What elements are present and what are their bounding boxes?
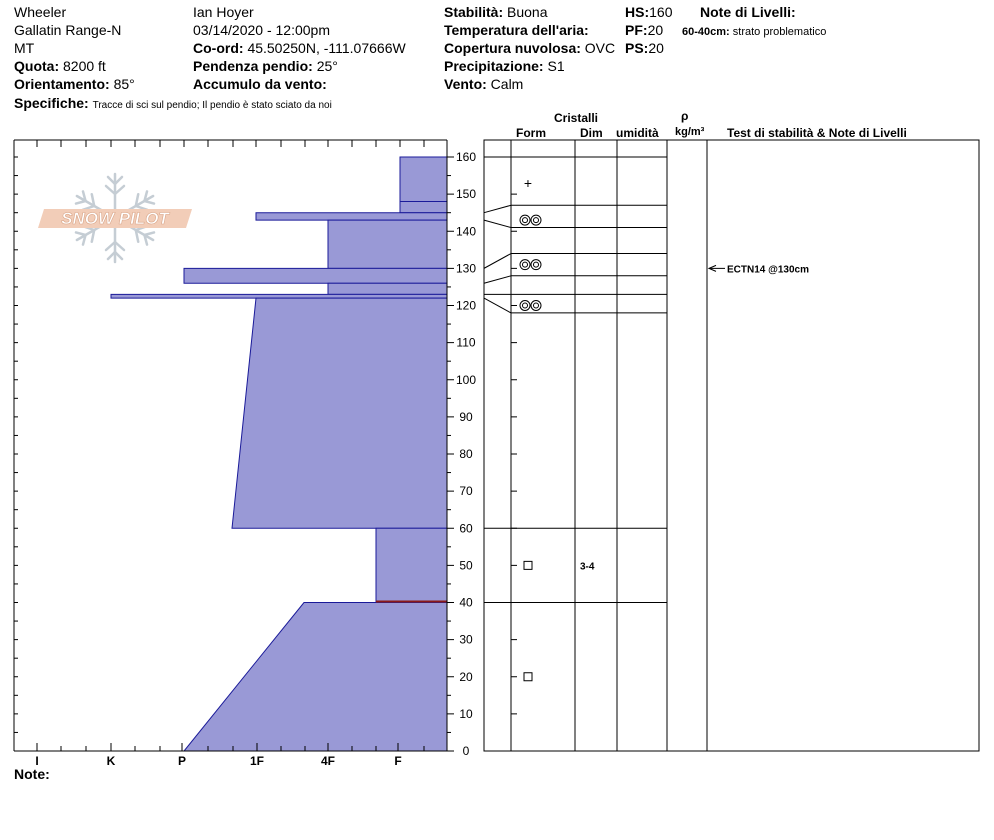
hs-label: HS: bbox=[625, 4, 650, 20]
logo-text: SNOW PILOT bbox=[61, 209, 169, 228]
hardness-layer bbox=[376, 528, 447, 602]
rounded-grain-icon bbox=[531, 215, 541, 225]
grain-forms bbox=[520, 175, 595, 681]
state: MT bbox=[14, 40, 35, 56]
col-density-unit: kg/m³ bbox=[675, 126, 705, 138]
crystal-table bbox=[484, 140, 979, 751]
coord-label: Co-ord: bbox=[193, 40, 244, 56]
hardness-layers bbox=[111, 157, 447, 751]
temp-label: Temperatura dell'aria: bbox=[444, 22, 589, 38]
y-tick-label: 60 bbox=[459, 521, 473, 536]
layer-notes-title: Note di Livelli: bbox=[700, 4, 796, 20]
y-tick-label: 80 bbox=[459, 447, 473, 461]
y-axis bbox=[447, 140, 476, 758]
rounded-grain-icon bbox=[531, 301, 541, 311]
snowpilot-logo bbox=[38, 174, 192, 262]
location: Wheeler bbox=[14, 4, 67, 20]
wind-value: Calm bbox=[490, 76, 524, 92]
quota-label: Quota: bbox=[14, 58, 60, 74]
col-umidita: umidità bbox=[616, 126, 659, 140]
y-tick-label: 50 bbox=[459, 558, 473, 573]
rounded-grain-icon bbox=[531, 260, 541, 270]
spec-value: Tracce di sci sul pendio; Il pendio è stato sciato da noi bbox=[92, 100, 332, 111]
wind-label: Vento: bbox=[444, 76, 487, 92]
precip-value: S1 bbox=[547, 58, 565, 74]
hardness-layer bbox=[328, 220, 447, 268]
test-label: ECTN14 @130cm bbox=[727, 264, 810, 276]
spec-label: Specifiche: bbox=[14, 95, 89, 111]
hardness-layer bbox=[232, 298, 447, 528]
observer: Ian Hoyer bbox=[193, 4, 254, 20]
rounded-grain-inner-icon bbox=[523, 303, 528, 308]
rounded-grain-inner-icon bbox=[534, 262, 539, 267]
table-frame bbox=[484, 140, 979, 751]
x-tick-label: 4F bbox=[320, 754, 336, 768]
coord-value: 45.50250N, -111.07666W bbox=[247, 40, 406, 56]
hardness-layer bbox=[400, 202, 447, 213]
wind-load-label: Accumulo da vento: bbox=[193, 76, 327, 92]
slope-value: 25° bbox=[316, 58, 338, 74]
orient-value: 85° bbox=[113, 76, 135, 92]
y-tick-label: 110 bbox=[456, 335, 476, 350]
connector-line bbox=[484, 254, 511, 269]
hardness-layer bbox=[328, 283, 447, 294]
col-test-notes: Test di stabilità & Note di Livelli bbox=[727, 126, 907, 140]
rounded-grain-icon bbox=[520, 301, 530, 311]
y-tick-label: 160 bbox=[455, 150, 477, 164]
x-tick-label: F bbox=[394, 754, 402, 768]
rounded-grain-inner-icon bbox=[523, 218, 528, 223]
note-label: Note: bbox=[14, 766, 50, 782]
stab-label: Stabilità: bbox=[444, 4, 504, 20]
ps-value: 20 bbox=[648, 40, 664, 56]
precip-label: Precipitazione: bbox=[444, 58, 544, 74]
connector-line bbox=[484, 205, 511, 212]
rounded-grain-inner-icon bbox=[523, 262, 528, 267]
x-tick-label: 1F bbox=[249, 754, 265, 768]
y-tick-label: 10 bbox=[459, 706, 473, 721]
x-tick-label: I bbox=[35, 754, 39, 768]
hardness-layer bbox=[184, 603, 447, 752]
y-tick-label: 120 bbox=[455, 298, 477, 313]
orient-label: Orientamento: bbox=[14, 76, 110, 92]
y-tick-label: 0 bbox=[462, 744, 470, 758]
slope-label: Pendenza pendio: bbox=[193, 58, 313, 74]
col-rho: ρ bbox=[681, 109, 689, 123]
rounded-grain-icon bbox=[520, 215, 530, 225]
hardness-layer bbox=[111, 294, 447, 298]
y-tick-label: 30 bbox=[459, 632, 473, 647]
cloud-label: Copertura nuvolosa: bbox=[444, 40, 581, 56]
stability-tests bbox=[709, 264, 809, 275]
rounded-grain-icon bbox=[520, 260, 530, 270]
grain-size-label: 3-4 bbox=[580, 561, 595, 573]
quota-value: 8200 ft bbox=[63, 58, 106, 74]
x-tick-label: P bbox=[177, 754, 187, 768]
layer-note-range: 60-40cm: bbox=[682, 26, 730, 38]
col-cristalli: Cristalli bbox=[554, 111, 599, 125]
y-tick-label: 100 bbox=[455, 372, 477, 387]
y-tick-label: 20 bbox=[459, 669, 473, 684]
y-tick-label: 90 bbox=[459, 409, 473, 424]
connector-line bbox=[484, 220, 511, 227]
y-tick-label: 40 bbox=[459, 595, 473, 610]
stab-value: Buona bbox=[507, 4, 548, 20]
connector-line bbox=[484, 298, 511, 313]
layer-note-text: strato problematico bbox=[732, 26, 827, 38]
y-tick-label: 130 bbox=[455, 261, 477, 276]
hs-value: 160 bbox=[649, 4, 673, 20]
ps-label: PS: bbox=[625, 40, 649, 56]
hardness-layer bbox=[400, 157, 447, 202]
new-snow-grain-icon: + bbox=[523, 174, 533, 191]
hardness-layer bbox=[184, 268, 447, 283]
faceted-grain-icon bbox=[524, 673, 532, 681]
datetime: 03/14/2020 - 12:00pm bbox=[193, 22, 330, 38]
rounded-grain-inner-icon bbox=[534, 303, 539, 308]
y-tick-label: 150 bbox=[455, 187, 477, 202]
y-tick-label: 70 bbox=[459, 484, 473, 499]
faceted-grain-icon bbox=[524, 561, 532, 569]
connector-line bbox=[484, 276, 511, 283]
y-tick-label: 140 bbox=[455, 224, 477, 239]
col-dim: Dim bbox=[580, 126, 603, 140]
cloud-value: OVC bbox=[584, 40, 616, 56]
x-tick-label: K bbox=[106, 754, 116, 768]
pf-label: PF: bbox=[625, 22, 648, 38]
pf-value: 20 bbox=[647, 22, 664, 38]
col-form: Form bbox=[516, 126, 546, 140]
range: Gallatin Range-N bbox=[14, 22, 122, 38]
hardness-layer bbox=[256, 213, 447, 220]
rounded-grain-inner-icon bbox=[534, 218, 539, 223]
